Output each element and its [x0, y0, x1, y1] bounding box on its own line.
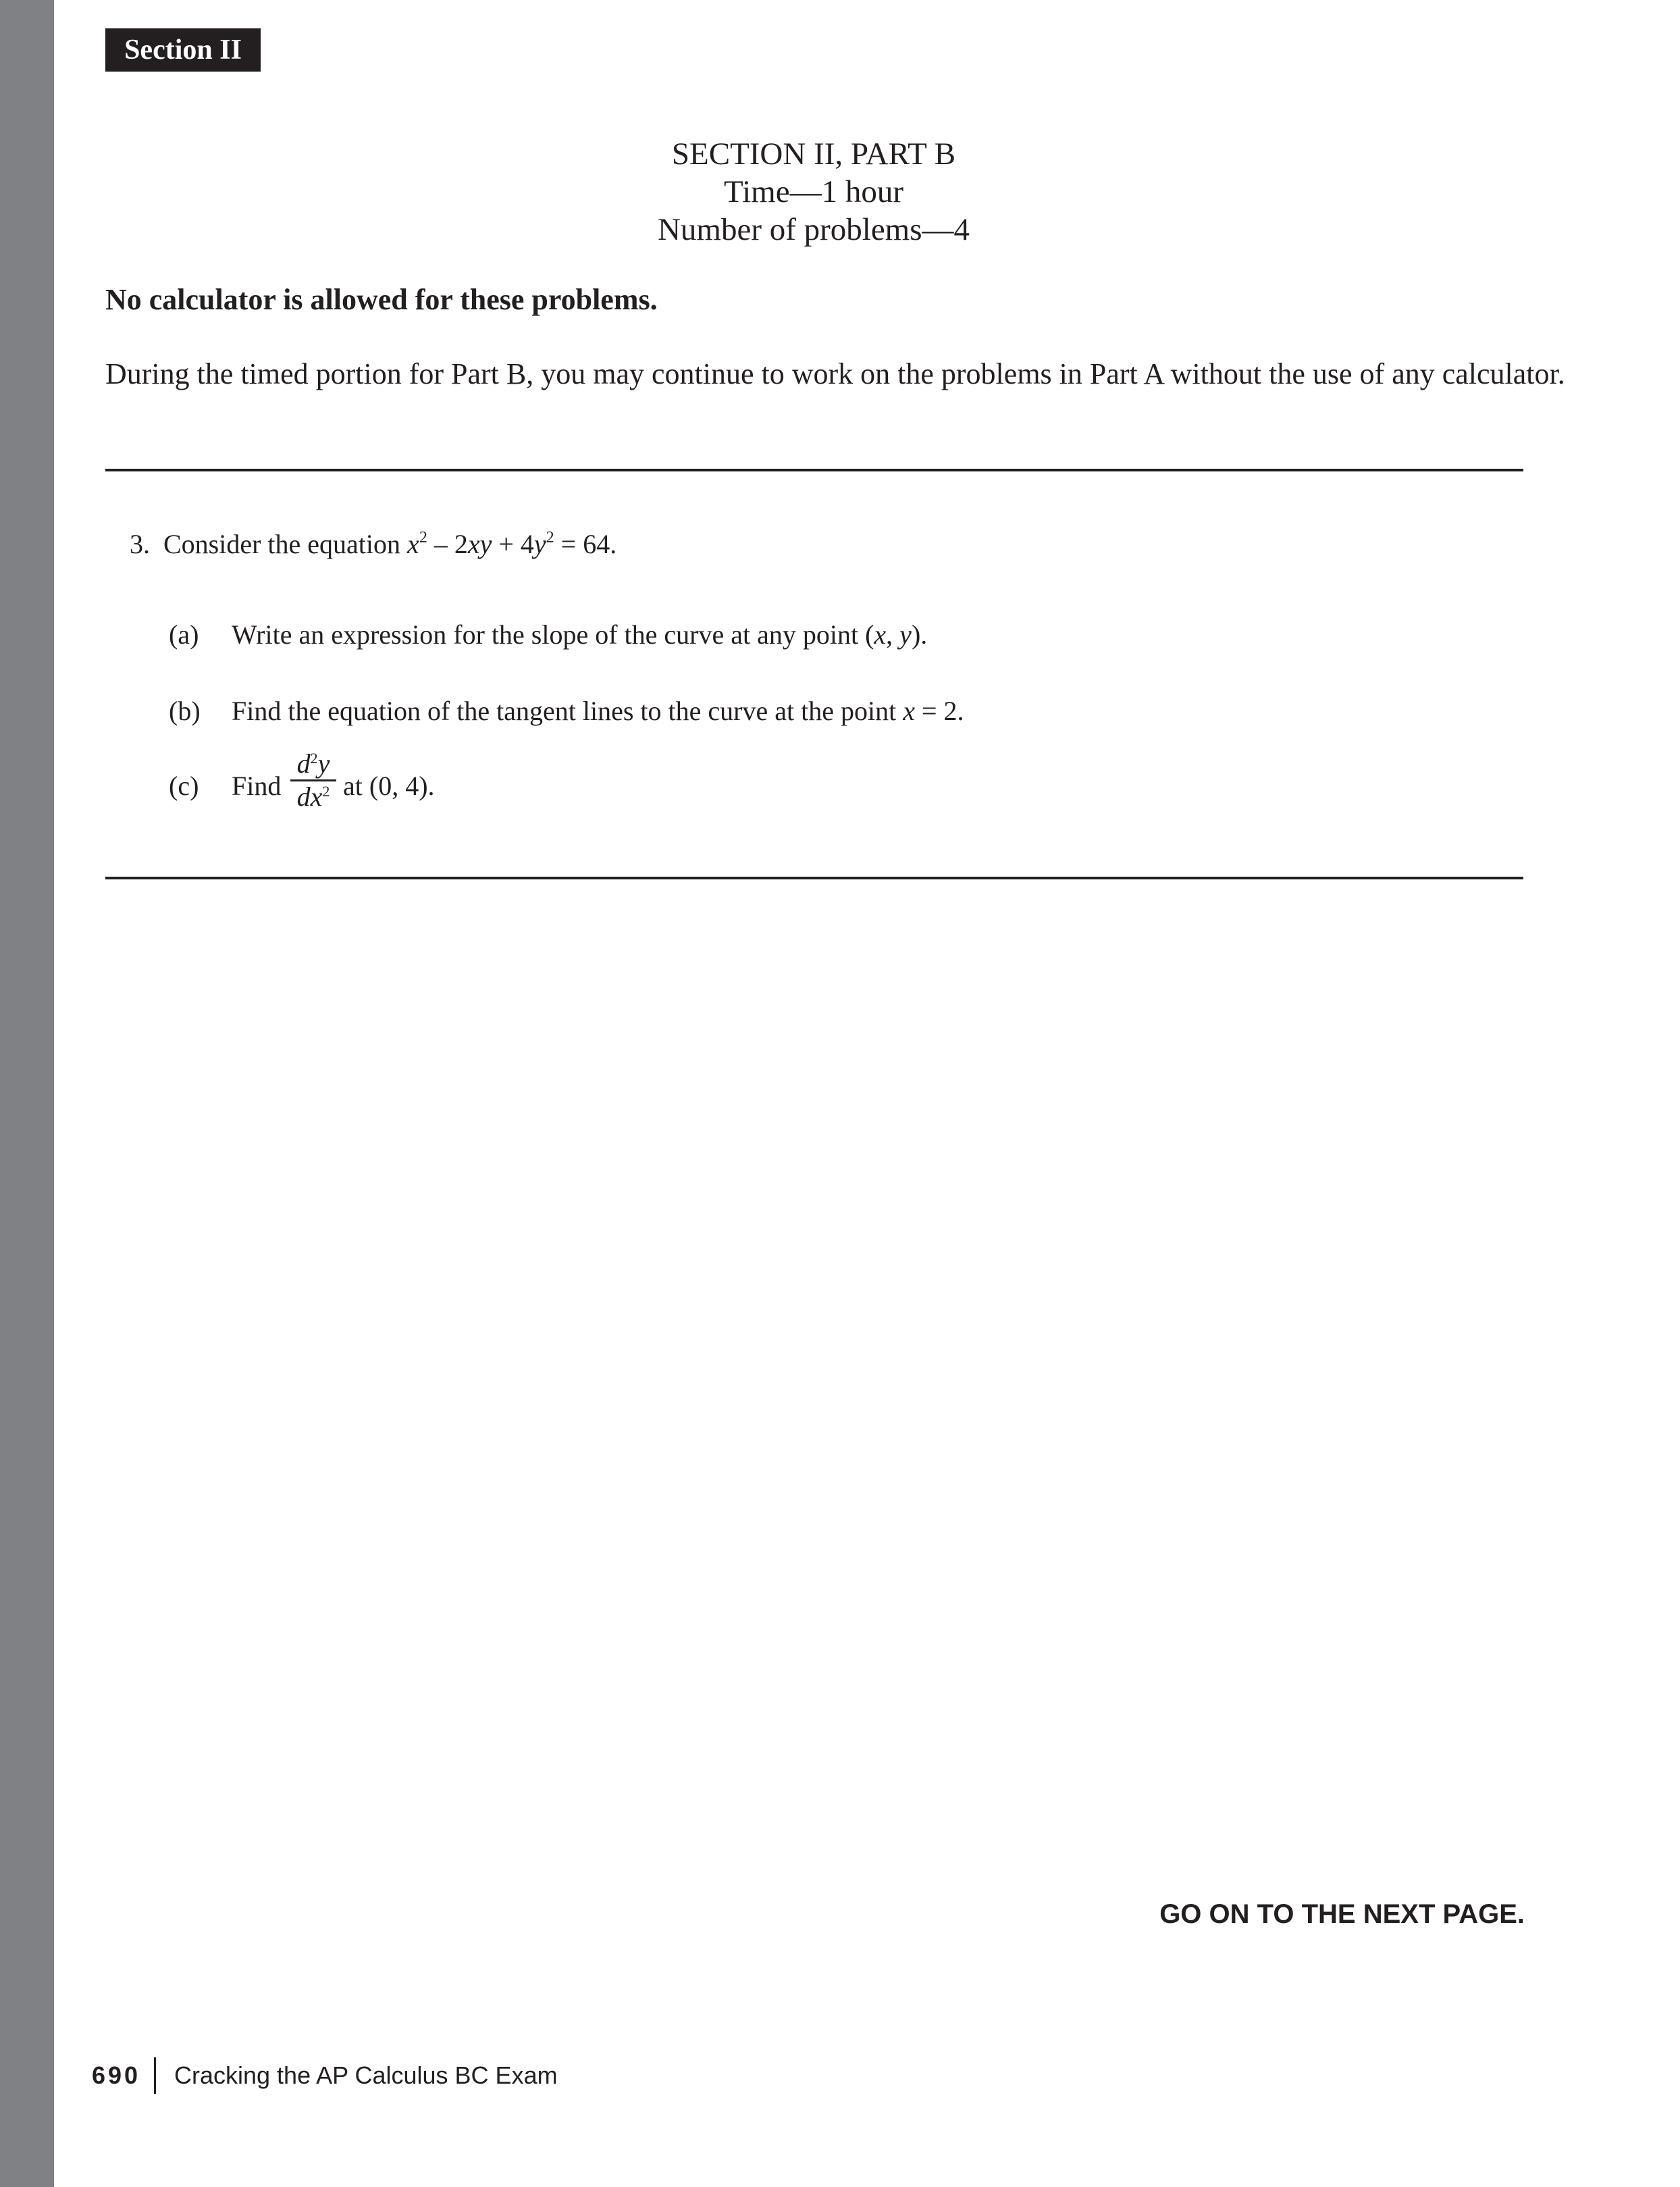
page-number: 690	[92, 2061, 141, 2089]
part-a-text: Write an expression for the slope of the curve at any point (x, y).	[232, 619, 928, 650]
part-c-point: at (0, 4).	[343, 771, 435, 801]
part-c-label: (c)	[169, 771, 199, 801]
calculator-notice: No calculator is allowed for these problems.	[105, 283, 658, 316]
side-strip	[0, 0, 54, 2187]
second-derivative-fraction	[290, 748, 336, 813]
question-3	[130, 528, 616, 561]
section-heading	[527, 135, 1101, 249]
question-number: 3.	[130, 529, 150, 559]
book-title: Cracking the AP Calculus BC Exam	[174, 2061, 558, 2089]
fraction-numerator: $d^2y$	[290, 748, 336, 781]
heading-line-1: SECTION II, PART B	[671, 136, 956, 172]
question-equation: $x^2 - 2xy + 4y^2 = 64$.	[407, 529, 617, 559]
fraction-denominator: $dx^2$	[296, 781, 330, 812]
part-b-label: (b)	[169, 696, 201, 726]
part-c-text: Find	[232, 771, 282, 801]
part-b-text: Find the equation of the tangent lines to the curve at the point x = 2.	[232, 696, 964, 726]
part-a-label: (a)	[169, 619, 199, 650]
heading-line-3: Number of problems—4	[657, 212, 970, 247]
footer-divider	[154, 2057, 156, 2094]
bottom-divider	[105, 877, 1523, 879]
section-tab: Section II	[105, 28, 261, 72]
question-prompt: Consider the equation	[163, 529, 401, 559]
heading-line-2: Time—1 hour	[724, 174, 903, 209]
intro-paragraph: During the timed portion for Part B, you may continue to work on the problems in Part A without the use of any calculator.	[105, 357, 1565, 390]
top-divider	[105, 469, 1523, 471]
go-on-notice: GO ON TO THE NEXT PAGE.	[1159, 1899, 1525, 1929]
